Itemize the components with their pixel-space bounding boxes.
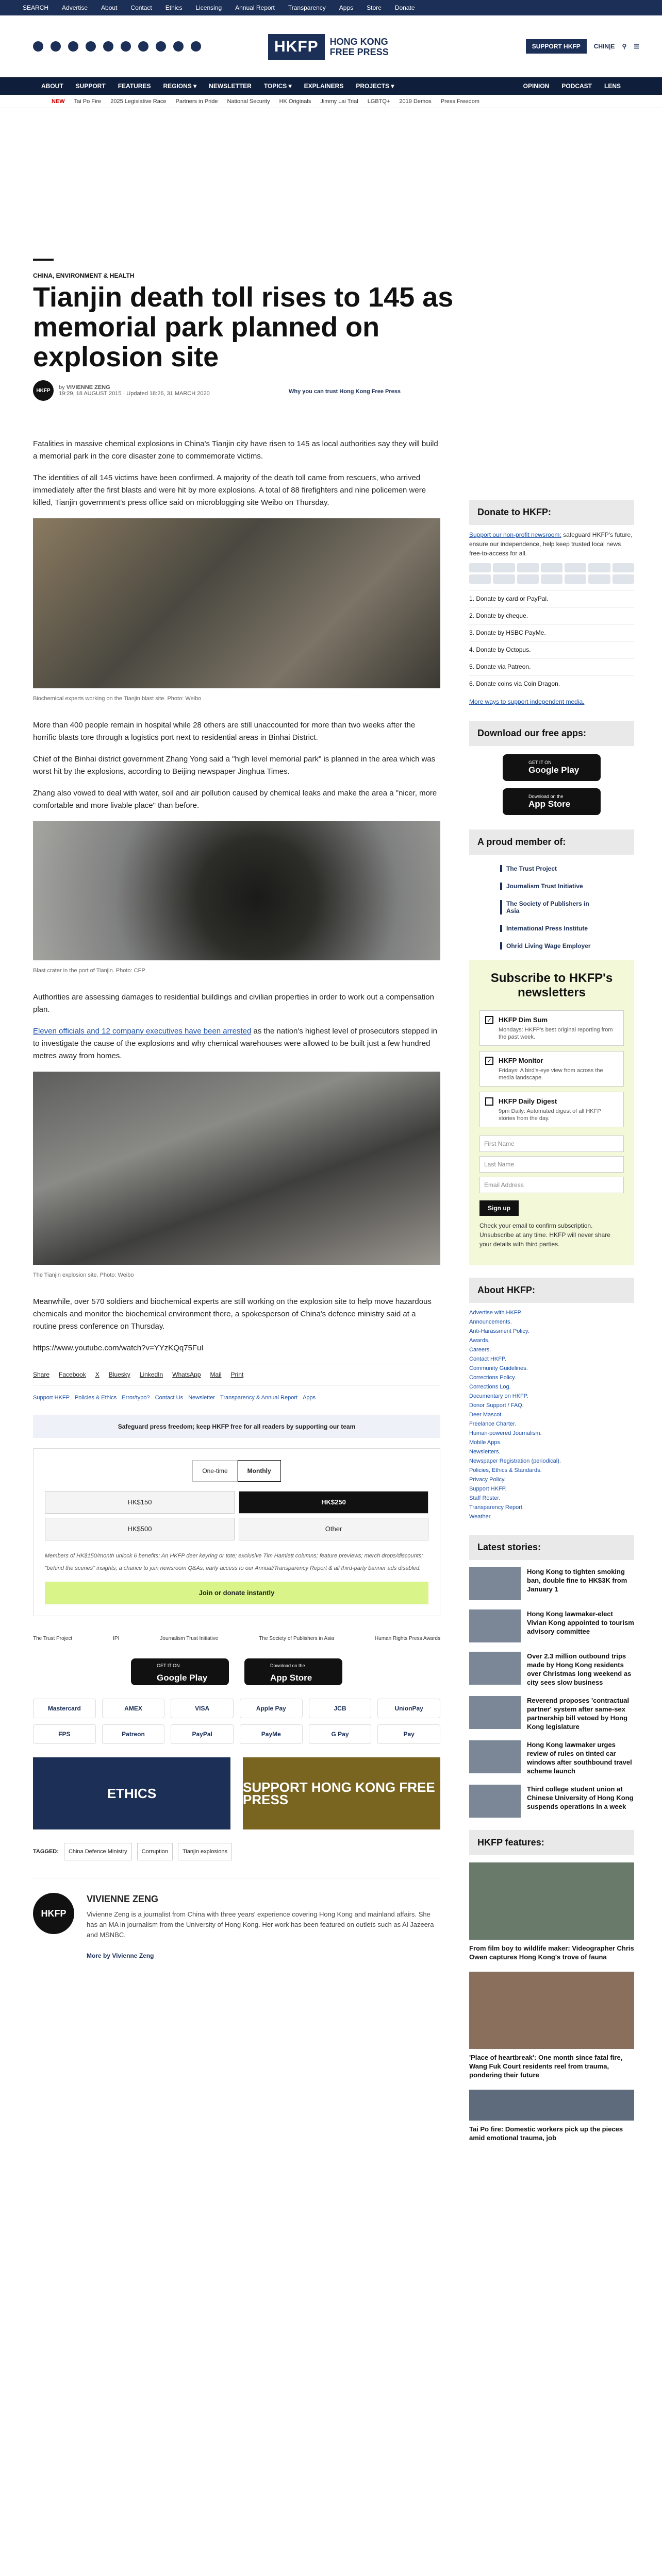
feature-headline: Tai Po fire: Domestic workers pick up the pieces amid emotional trauma, job	[469, 2125, 623, 2142]
article-photo	[33, 518, 440, 688]
paragraph: Authorities are assessing damages to residential buildings and civilian properties in order to work out a compensation plan.	[33, 993, 434, 1014]
article-dates: 19:29, 18 AUGUST 2015 · Updated 18:26, 31 MARCH 2020	[59, 391, 210, 397]
about-link[interactable]: Policies, Ethics & Standards.	[469, 1467, 542, 1473]
about-link[interactable]: Announcements.	[469, 1319, 512, 1325]
story-thumbnail	[469, 1696, 521, 1729]
app-store-button[interactable]	[244, 1658, 342, 1685]
card-logo	[588, 563, 610, 572]
author-avatar-large: HKFP	[33, 1893, 74, 1934]
checkbox-checked[interactable]: ✓	[485, 1057, 493, 1065]
payment-logo[interactable]: PayMe	[240, 1724, 303, 1744]
story-thumbnail	[469, 1567, 521, 1600]
card-logo	[493, 563, 515, 572]
footer-link[interactable]: Error/typo?	[122, 1395, 150, 1401]
store-name: Google Play	[157, 1673, 208, 1683]
latest-stories	[469, 1567, 634, 1818]
newsletter-desc: Mondays: HKFP's best original reporting from the past week.	[499, 1027, 613, 1040]
payment-logo[interactable]: JCB	[309, 1699, 372, 1718]
x-icon[interactable]	[51, 41, 61, 52]
new-label: NEW	[52, 98, 65, 105]
story-headline: Hong Kong lawmaker urges review of rules on tinted car windows after southbound travel scheme launch	[527, 1741, 632, 1775]
photo-caption: The Tianjin explosion site. Photo: Weibo	[33, 1272, 134, 1278]
about-link[interactable]: Anti-Harassment Policy.	[469, 1328, 529, 1334]
member-badges	[33, 1633, 440, 1645]
feature-story[interactable]	[469, 1972, 634, 2079]
newsletter-note: Check your email to confirm subscription. Unsubscribe at any time. HKFP will never share your details with third parties.	[479, 1222, 610, 1248]
photo-fill	[33, 518, 440, 688]
payment-logo[interactable]: Patreon	[102, 1724, 165, 1744]
article-body	[33, 438, 440, 1962]
share-link[interactable]: WhatsApp	[172, 1371, 201, 1378]
payment-logo[interactable]: AMEX	[102, 1699, 165, 1718]
paragraph: More than 400 people remain in hospital while 28 others are still unaccounted for more than two weeks after the horrific blasts tore through a logistics port next to residential areas in Binhai District.	[33, 721, 416, 742]
safeguard-banner[interactable]: Safeguard press freedom; keep HKFP free for all readers by supporting our team	[33, 1415, 440, 1438]
store-caption: GET IT ON	[528, 760, 552, 765]
newsletter-desc: Fridays: A bird's-eye view from across the media landscape.	[499, 1067, 603, 1081]
trending-link[interactable]: Jimmy Lai Trial	[320, 98, 358, 105]
payment-logo[interactable]: Mastercard	[33, 1699, 96, 1718]
linkedin-icon[interactable]	[121, 41, 131, 52]
whatsapp-icon[interactable]	[173, 41, 184, 52]
topbar-link[interactable]: Transparency	[288, 4, 326, 11]
one-time-tab[interactable]: One-time	[192, 1460, 237, 1482]
card-logos	[469, 563, 634, 584]
topbar-link[interactable]: About	[101, 4, 118, 11]
member-org[interactable]: Ohrid Living Wage Employer	[500, 942, 603, 950]
logo-line: FREE PRESS	[329, 47, 389, 57]
author-box-name[interactable]: VIVIENNE ZENG	[87, 1894, 159, 1904]
topbar-link[interactable]: Store	[367, 4, 382, 11]
card-logo	[565, 574, 586, 584]
topbar-link[interactable]: Ethics	[165, 4, 183, 11]
rss-icon[interactable]	[191, 41, 201, 52]
amount-option-selected[interactable]: HK$250	[239, 1491, 428, 1514]
apps-heading: Download our free apps:	[469, 721, 634, 746]
trending-bar	[0, 95, 662, 108]
article-title: Tianjin death toll rises to 145 as memorial park planned on explosion site	[33, 282, 454, 372]
member-org[interactable]: International Press Institute	[500, 925, 603, 932]
donation-method[interactable]: 4. Donate by Octopus.	[469, 641, 634, 658]
badge[interactable]: The Trust Project	[33, 1636, 73, 1641]
story-thumbnail	[469, 1652, 521, 1685]
google-play-button[interactable]	[131, 1658, 229, 1685]
newsletter-option[interactable]	[479, 1051, 624, 1087]
story-thumbnail	[469, 1740, 521, 1773]
photo-caption: Biochemical experts working on the Tianjin blast site. Photo: Weibo	[33, 696, 202, 702]
payment-logo[interactable]: PayPal	[171, 1724, 234, 1744]
donation-method[interactable]: 6. Donate coins via Coin Dragon.	[469, 675, 634, 692]
tag-link[interactable]: Tianjin explosions	[178, 1843, 232, 1860]
sidebar	[469, 500, 634, 2153]
story-headline: Hong Kong lawmaker-elect Vivian Kong appointed to tourism advisory committee	[527, 1610, 634, 1635]
checkbox-checked[interactable]: ✓	[485, 1016, 493, 1024]
card-logo	[469, 563, 491, 572]
story-headline: Hong Kong to tighten smoking ban, double fine to HK$3K from January 1	[527, 1568, 627, 1593]
story-thumbnail	[469, 1785, 521, 1818]
tags-row	[33, 1843, 440, 1860]
menu-icon[interactable]: ☰	[634, 43, 639, 50]
author-name[interactable]: VIVIENNE ZENG	[66, 384, 110, 391]
card-logo	[541, 563, 562, 572]
membership-note: Members of HK$150/month unlock 6 benefits: An HKFP deer keyring or tote; exclusive Tim Hamlett columns; feature previews; merch drops/discounts; "behind the scenes" insights; a chance to join newsroom Q&As; early access to our Annual/Transparency Report & all third-party banner ads disabled.	[45, 1553, 423, 1571]
tags-label: TAGGED:	[33, 1849, 59, 1855]
newsletter-name: HKFP Dim Sum	[499, 1016, 548, 1024]
donation-method[interactable]: 5. Donate via Patreon.	[469, 658, 634, 675]
share-link[interactable]: LinkedIn	[139, 1371, 163, 1378]
amount-option[interactable]: Other	[239, 1518, 428, 1540]
share-bar	[33, 1364, 440, 1385]
footer-link[interactable]: Apps	[303, 1395, 316, 1401]
latest-story[interactable]	[469, 1652, 634, 1687]
trending-link[interactable]: National Security	[227, 98, 270, 105]
support-promo[interactable]: SUPPORT HONG KONG FREE PRESS	[243, 1757, 440, 1829]
nav-item[interactable]: REGIONS ▾	[163, 82, 197, 90]
author-bio: Vivienne Zeng is a journalist from China with three years' experience covering Hong Kong and mainland affairs. She has an MA in journalism from the University of Hong Kong. Her work has been featured on outlets such as Al Jazeera and MSNBC.	[87, 1910, 434, 1939]
card-logo	[565, 563, 586, 572]
about-link[interactable]: Staff Roster.	[469, 1495, 501, 1501]
member-list	[469, 860, 634, 955]
donation-box	[33, 1448, 440, 1616]
trending-link[interactable]: Tai Po Fire	[74, 98, 102, 105]
trending-link[interactable]: Partners in Pride	[175, 98, 218, 105]
nav-item[interactable]: PROJECTS ▾	[356, 82, 394, 90]
paragraph: Zhang also vowed to deal with water, soil and air pollution caused by chemical leaks and make the area a "nicer, more comfortable and more livable place" than before.	[33, 789, 437, 810]
badge[interactable]: Journalism Trust Initiative	[160, 1636, 219, 1641]
latest-heading: Latest stories:	[469, 1535, 634, 1560]
article-photo	[33, 1072, 440, 1265]
app-store-buttons	[33, 1658, 440, 1685]
payment-logo[interactable]: VISA	[171, 1699, 234, 1718]
logo-text	[330, 37, 389, 57]
card-logo	[517, 563, 539, 572]
payment-logo[interactable]: Pay	[377, 1724, 440, 1744]
article-footer-links	[33, 1392, 440, 1404]
store-caption: GET IT ON	[157, 1663, 180, 1668]
google-play-button[interactable]	[503, 754, 601, 781]
feature-stories	[469, 1862, 634, 2142]
youtube-icon[interactable]	[138, 41, 148, 52]
photo-fill	[33, 821, 440, 960]
last-name-field[interactable]: Last Name	[479, 1156, 624, 1173]
paragraph: Meanwhile, over 570 soldiers and biochemical experts are still working on the explosion site to help move hazardous chemicals and monitor the biochemical environment there, a spokesperson of China's defence ministry said at a routine press conference on Thursday.	[33, 1297, 432, 1331]
newsletter-desc: 9pm Daily: Automated digest of all HKFP stories from the day.	[499, 1108, 601, 1122]
share-link[interactable]: Mail	[210, 1371, 222, 1378]
language-toggle[interactable]: CHIN|E	[593, 43, 615, 50]
logo-line: HONG KONG	[329, 37, 388, 47]
signup-button[interactable]: Sign up	[479, 1200, 519, 1216]
nav-item[interactable]: OPINION	[523, 82, 550, 90]
more-by-author-link[interactable]: More by Vivienne Zeng	[87, 1952, 154, 1959]
story-headline: Over 2.3 million outbound trips made by Hong Kong residents over Christmas long weekend as city sees slow business	[527, 1652, 632, 1686]
donate-intro-link[interactable]: Support our non-profit newsroom:	[469, 531, 561, 538]
footer-link[interactable]: Contact Us	[155, 1395, 184, 1401]
topbar-link[interactable]: Contact	[130, 4, 152, 11]
feature-image	[469, 1862, 634, 1940]
donation-method[interactable]: 2. Donate by cheque.	[469, 607, 634, 624]
trending-link[interactable]: HK Originals	[279, 98, 311, 105]
payment-logo[interactable]: UnionPay	[377, 1699, 440, 1718]
article-photo	[33, 821, 440, 960]
footer-link[interactable]: Newsletter	[188, 1395, 216, 1401]
newsletter-title: Subscribe to HKFP's newsletters	[490, 971, 613, 999]
donation-method[interactable]: 1. Donate by card or PayPal.	[469, 590, 634, 607]
video-link[interactable]: https://www.youtube.com/watch?v=YYzKQq75FuI	[33, 1344, 204, 1352]
amount-option[interactable]: HK$150	[45, 1491, 235, 1514]
footer-link[interactable]: Support HKFP	[33, 1395, 70, 1401]
topbar-link[interactable]: Donate	[394, 4, 415, 11]
store-name: App Store	[270, 1673, 312, 1683]
member-org[interactable]: Journalism Trust Initiative	[500, 883, 603, 890]
member-heading: A proud member of:	[469, 829, 634, 855]
author-avatar: HKFP	[33, 380, 54, 401]
topbar-link[interactable]: Annual Report	[235, 4, 275, 11]
donate-intro-text: safeguard HKFP's future, ensure our independence, help keep trusted local news free-to-access for all.	[469, 531, 633, 557]
paragraph: Fatalities in massive chemical explosions in China's Tianjin city have risen to 145 as local authorities say they will build a memorial park in the core disaster zone to commemorate victims.	[33, 439, 438, 461]
newsletter-signup	[469, 960, 634, 1265]
card-logo	[493, 574, 515, 584]
about-link[interactable]: Community Guidelines.	[469, 1365, 528, 1371]
nav-item[interactable]: NEWSLETTER	[209, 82, 252, 90]
about-link[interactable]: Contact HKFP.	[469, 1356, 506, 1362]
store-caption: Download on the	[270, 1663, 305, 1668]
paragraph	[33, 1025, 440, 1062]
about-link[interactable]: Donor Support / FAQ.	[469, 1402, 524, 1409]
feature-headline: From film boy to wildlife maker: Videographer Chris Owen captures Hong Kong's trove of fauna	[469, 1944, 634, 1961]
story-thumbnail	[469, 1609, 521, 1642]
promo-banners	[33, 1757, 440, 1829]
social-icons	[33, 41, 201, 52]
about-link[interactable]: Transparency Report.	[469, 1504, 524, 1511]
topbar-link[interactable]: Licensing	[195, 4, 222, 11]
badge[interactable]: IPI	[113, 1636, 120, 1641]
newsletter-option[interactable]	[479, 1092, 624, 1127]
nav-item[interactable]: EXPLAINERS	[304, 82, 344, 90]
amount-options	[45, 1491, 428, 1540]
header-actions	[526, 39, 639, 54]
logo-mark: HKFP	[268, 34, 325, 60]
latest-story[interactable]	[469, 1785, 634, 1818]
paragraph-text: as the nation's highest level of prosecutors stepped in to investigate the cause of the explosions and why chemical warehouses were allowed to be built just a few hundred metres away from homes.	[33, 1027, 437, 1060]
nav-item[interactable]: LENS	[604, 82, 621, 90]
card-logo	[517, 574, 539, 584]
about-link[interactable]: Human-powered Journalism.	[469, 1430, 542, 1436]
bluesky-icon[interactable]	[103, 41, 113, 52]
search-icon[interactable]: ⚲	[622, 43, 627, 50]
donation-method[interactable]: 3. Donate by HSBC PayMe.	[469, 624, 634, 641]
tag-link[interactable]: China Defence Ministry	[64, 1843, 132, 1860]
newsletter-option[interactable]	[479, 1010, 624, 1046]
card-logo	[613, 574, 634, 584]
instagram-icon[interactable]	[68, 41, 78, 52]
latest-story[interactable]	[469, 1696, 634, 1731]
nav-item[interactable]: PODCAST	[561, 82, 592, 90]
about-link[interactable]: Corrections Policy.	[469, 1375, 516, 1381]
ethics-promo[interactable]: ETHICS	[33, 1757, 230, 1829]
story-headline: Reverend proposes 'contractual partner' system after same-sex partnership bill vetoed by Hong Kong legislature	[527, 1697, 630, 1731]
photo-caption: Blast crater in the port of Tianjin. Photo: CFP	[33, 968, 145, 974]
arrests-link[interactable]: Eleven officials and 12 company executives have been arrested	[33, 1027, 252, 1036]
feature-image	[469, 1972, 634, 2049]
member-org[interactable]: The Society of Publishers in Asia	[500, 900, 603, 914]
facebook-icon[interactable]	[33, 41, 43, 52]
trending-link[interactable]: 2019 Demos	[399, 98, 432, 105]
more-ways-link-text[interactable]: More ways to support independent media.	[469, 698, 585, 705]
trending-link[interactable]: LGBTQ+	[367, 98, 390, 105]
trust-link[interactable]: Why you can trust Hong Kong Free Press	[289, 388, 401, 395]
feature-headline: 'Place of heartbreak': One month since fatal fire, Wang Fuk Court residents reel from trauma, pondering their future	[469, 2054, 623, 2079]
about-link[interactable]: Careers.	[469, 1347, 491, 1353]
about-link[interactable]: Corrections Log.	[469, 1384, 511, 1390]
main-nav	[0, 77, 662, 95]
payment-logo[interactable]: FPS	[33, 1724, 96, 1744]
share-link[interactable]: Facebook	[59, 1371, 86, 1378]
trending-link[interactable]: 2025 Legislative Race	[110, 98, 167, 105]
features-heading: HKFP features:	[469, 1830, 634, 1855]
nav-item[interactable]: FEATURES	[118, 82, 151, 90]
about-link[interactable]: Newspaper Registration (periodical).	[469, 1458, 561, 1464]
search-link[interactable]: SEARCH	[23, 4, 49, 11]
latest-story[interactable]	[469, 1609, 634, 1642]
feature-story[interactable]	[469, 2090, 634, 2142]
about-heading: About HKFP:	[469, 1278, 634, 1303]
nav-item[interactable]: TOPICS ▾	[263, 82, 292, 90]
site-logo[interactable]	[268, 34, 389, 60]
amount-option[interactable]: HK$500	[45, 1518, 235, 1540]
top-bar	[0, 0, 662, 15]
about-link[interactable]: Mobile Apps.	[469, 1439, 502, 1446]
store-caption: Download on the	[528, 794, 564, 799]
badge[interactable]: Human Rights Press Awards	[374, 1636, 440, 1641]
card-logo	[613, 563, 634, 572]
payment-logo[interactable]: Apple Pay	[240, 1699, 303, 1718]
about-link[interactable]: Newsletters.	[469, 1449, 501, 1455]
monthly-tab[interactable]: Monthly	[238, 1460, 281, 1482]
sidebar-app-buttons	[469, 754, 634, 815]
topbar-link[interactable]: Apps	[339, 4, 354, 11]
footer-link[interactable]: Policies & Ethics	[74, 1395, 117, 1401]
frequency-toggle	[45, 1460, 428, 1482]
about-link[interactable]: Weather.	[469, 1514, 492, 1520]
paragraph: Chief of the Binhai district government Zhang Yong said a "high level memorial park" is planned in the area which was worst hit by the explosions, according to Beijing newspaper Jinghua Times.	[33, 755, 436, 776]
story-headline: Third college student union at Chinese University of Hong Kong suspends operations in a week	[527, 1785, 634, 1810]
about-link[interactable]: Support HKFP.	[469, 1486, 507, 1492]
store-name: App Store	[528, 799, 571, 809]
about-link[interactable]: Freelance Charter.	[469, 1421, 517, 1427]
trending-link[interactable]: Press Freedom	[440, 98, 479, 105]
share-link[interactable]: X	[95, 1371, 100, 1378]
about-link[interactable]: Deer Mascot.	[469, 1412, 503, 1418]
by-label: by	[59, 384, 65, 391]
store-name: Google Play	[528, 765, 580, 775]
support-button[interactable]: SUPPORT HKFP	[526, 39, 587, 54]
nav-item[interactable]: ABOUT	[41, 82, 63, 90]
footer-link[interactable]: Transparency & Annual Report	[220, 1395, 298, 1401]
about-links	[469, 1308, 634, 1521]
threads-icon[interactable]	[86, 41, 96, 52]
tag-link[interactable]: Corruption	[137, 1843, 173, 1860]
signup-fields	[479, 1136, 624, 1193]
app-store-button[interactable]	[503, 788, 601, 815]
share-link[interactable]: Bluesky	[108, 1371, 130, 1378]
member-org[interactable]: The Trust Project	[500, 865, 603, 872]
donation-methods	[469, 590, 634, 692]
share-link[interactable]: Share	[33, 1371, 50, 1378]
donate-heading: Donate to HKFP:	[469, 500, 634, 525]
first-name-field[interactable]: First Name	[479, 1136, 624, 1152]
article-category[interactable]: CHINA, ENVIRONMENT & HEALTH	[33, 272, 135, 279]
topbar-link[interactable]: Advertise	[62, 4, 88, 11]
feature-story[interactable]	[469, 1862, 634, 1961]
telegram-icon[interactable]	[156, 41, 166, 52]
newsletter-name: HKFP Daily Digest	[499, 1097, 557, 1105]
about-link[interactable]: Privacy Policy.	[469, 1477, 506, 1483]
payment-methods	[33, 1699, 440, 1744]
nav-item[interactable]: SUPPORT	[75, 82, 106, 90]
payment-logo[interactable]: G Pay	[309, 1724, 372, 1744]
paragraph: The identities of all 145 victims have been confirmed. A majority of the death toll came from rescuers, who arrived immediately after the first blasts and were hit by more explosions. A total of 88 firefighters and nine policemen were killed, Tianjin government's press office said on microblogging site Weibo on Thursday.	[33, 473, 426, 507]
author-box	[33, 1878, 440, 1962]
more-ways-link	[469, 697, 634, 706]
badge[interactable]: The Society of Publishers in Asia	[259, 1636, 334, 1641]
card-logo	[588, 574, 610, 584]
photo-fill	[33, 1072, 440, 1265]
join-button[interactable]: Join or donate instantly	[45, 1582, 428, 1604]
feature-image	[469, 2090, 634, 2121]
latest-story[interactable]	[469, 1740, 634, 1775]
latest-story[interactable]	[469, 1567, 634, 1600]
site-header	[0, 15, 662, 77]
share-link[interactable]: Print	[230, 1371, 244, 1378]
newsletter-name: HKFP Monitor	[499, 1057, 543, 1064]
donate-intro	[469, 530, 634, 558]
about-link[interactable]: Advertise with HKFP.	[469, 1310, 522, 1316]
card-logo	[541, 574, 562, 584]
card-logo	[469, 574, 491, 584]
about-link[interactable]: Documentary on HKFP.	[469, 1393, 528, 1399]
byline	[33, 380, 210, 401]
email-field[interactable]: Email Address	[479, 1177, 624, 1193]
checkbox-unchecked[interactable]	[485, 1097, 493, 1106]
title-rule	[33, 259, 54, 261]
about-link[interactable]: Awards.	[469, 1337, 490, 1344]
